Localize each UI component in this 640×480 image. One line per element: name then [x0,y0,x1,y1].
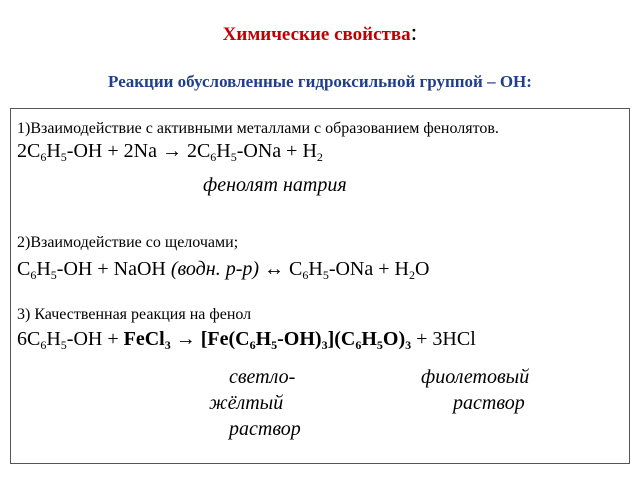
section2-heading: 2)Взаимодействие со щелочами; [17,234,239,251]
section3-heading: 3) Качественная реакция на фенол [17,306,252,323]
section1-equation: $2C_6H_5-OH + 2Na \to 2C_6H_5-ONa + H_2$ [17,140,323,164]
label-left-line1: светло- [229,366,296,388]
section1-heading: 1)Взаимодействие с активными металлами с образованием фенолятов. [17,120,499,137]
title-colon: : [410,20,418,46]
section1-product-label: фенолят натрия [203,174,347,196]
label-right-line1: фиолетовый [421,366,530,388]
title-text: Химические свойства [222,24,411,45]
content-box [10,108,630,464]
label-right-line2: раствор [453,392,525,414]
label-left-line3: раствор [229,418,301,440]
section2-equation: $C_6H_5-OH$ + NaOH (водн. р-р) ↔ $C_6H_5$-ONa + $H_2O$ [17,258,430,282]
page-subtitle: Реакции обусловленные гидроксильной группой – ОН: [108,72,532,91]
label-left-line2: жёлтый [209,392,284,414]
section3-equation: $6C_6H_5-OH$ + FeCl$_3$ → $[Fe(C_6H_5-OH)_3](C_6H_5O)_3 + 3HCl$ [17,328,476,352]
page-title [0,20,640,47]
